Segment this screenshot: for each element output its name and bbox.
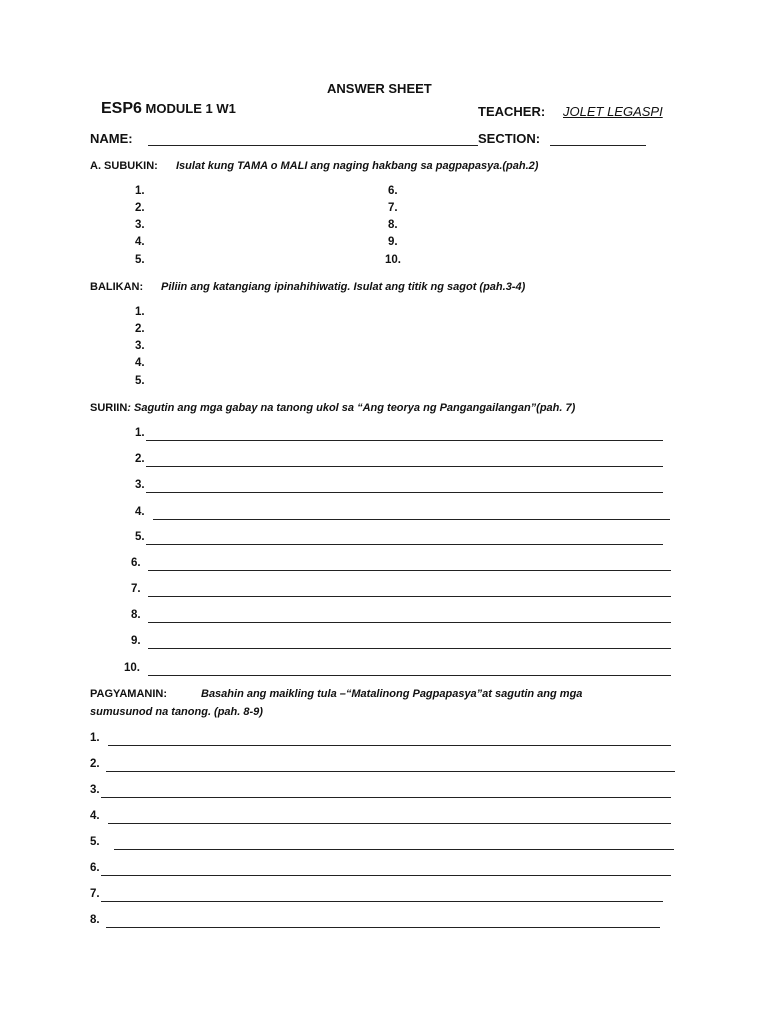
- suriin-answer-line-6[interactable]: [148, 570, 671, 571]
- subukin-item-9: 9.: [388, 236, 398, 248]
- subukin-item-1: 1.: [135, 185, 145, 197]
- balikan-item-5: 5.: [135, 375, 145, 387]
- suriin-label: [90, 402, 575, 414]
- suriin-answer-line-8[interactable]: [148, 622, 671, 623]
- pagyamanin-label: PAGYAMANIN:: [90, 688, 168, 700]
- subukin-item-7: 7.: [388, 202, 398, 214]
- balikan-item-4: 4.: [135, 357, 145, 369]
- pagyamanin-answer-line-2[interactable]: [106, 771, 675, 772]
- pagyamanin-item-8: 8.: [90, 914, 100, 926]
- section-label: [478, 131, 540, 146]
- subukin-label: A. SUBUKIN:: [90, 160, 158, 172]
- pagyamanin-item-5: 5.: [90, 836, 100, 848]
- suriin-answer-line-1[interactable]: [146, 440, 663, 441]
- pagyamanin-item-7: 7.: [90, 888, 100, 900]
- suriin-answer-line-9[interactable]: [148, 648, 671, 649]
- pagyamanin-answer-line-3[interactable]: [101, 797, 671, 798]
- pagyamanin-answer-line-7[interactable]: [101, 901, 663, 902]
- suriin-item-1: 1.: [135, 427, 145, 439]
- pagyamanin-answer-line-5[interactable]: [114, 849, 674, 850]
- pagyamanin-item-6: 6.: [90, 862, 100, 874]
- pagyamanin-instruction-2: sumusunod na tanong. (pah. 8-9): [90, 706, 263, 718]
- teacher-label: TEACHER:: [478, 104, 546, 119]
- suriin-item-2: 2.: [135, 453, 145, 465]
- suriin-answer-line-4[interactable]: [153, 519, 670, 520]
- module-label: MODULE 1 W1: [141, 101, 236, 116]
- subukin-instruction: Isulat kung TAMA o MALI ang naging hakbang sa pagpapasya.(pah.2): [176, 160, 539, 172]
- suriin-answer-line-10[interactable]: [148, 675, 671, 676]
- name-label: NAME:: [90, 131, 133, 146]
- suriin-answer-line-2[interactable]: [146, 466, 663, 467]
- subukin-item-8: 8.: [388, 219, 398, 231]
- pagyamanin-answer-line-4[interactable]: [108, 823, 671, 824]
- subject-label: [101, 100, 236, 118]
- suriin-item-9: 9.: [131, 635, 141, 647]
- suriin-item-3: 3.: [135, 479, 145, 491]
- balikan-item-1: 1.: [135, 306, 145, 318]
- suriin-item-4: 4.: [135, 506, 145, 518]
- balikan-item-3: 3.: [135, 340, 145, 352]
- suriin-item-7: 7.: [131, 583, 141, 595]
- suriin-item-10: 10.: [124, 662, 140, 674]
- subukin-item-2: 2.: [135, 202, 145, 214]
- suriin-item-6: 6.: [131, 557, 141, 569]
- subukin-item-6: 6.: [388, 185, 398, 197]
- suriin-answer-line-3[interactable]: [146, 492, 663, 493]
- pagyamanin-item-3: 3.: [90, 784, 100, 796]
- page-title: ANSWER SHEET: [327, 81, 432, 96]
- pagyamanin-answer-line-6[interactable]: [101, 875, 671, 876]
- teacher-name: JOLET LEGASPI: [563, 104, 663, 119]
- suriin-item-8: 8.: [131, 609, 141, 621]
- balikan-item-2: 2.: [135, 323, 145, 335]
- pagyamanin-item-4: 4.: [90, 810, 100, 822]
- pagyamanin-item-1: 1.: [90, 732, 100, 744]
- balikan-label: BALIKAN:: [90, 281, 144, 293]
- suriin-answer-line-5[interactable]: [146, 544, 663, 545]
- suriin-answer-line-7[interactable]: [148, 596, 671, 597]
- name-field[interactable]: [148, 145, 478, 146]
- section-field[interactable]: [550, 145, 646, 146]
- section-label-text: SECTION: [478, 131, 536, 146]
- section-colon: :: [535, 131, 541, 146]
- pagyamanin-answer-line-8[interactable]: [106, 927, 660, 928]
- pagyamanin-item-2: 2.: [90, 758, 100, 770]
- pagyamanin-answer-line-1[interactable]: [108, 745, 671, 746]
- subject-code: ESP6: [101, 100, 142, 117]
- balikan-instruction: Piliin ang katangiang ipinahihiwatig. Isulat ang titik ng sagot (pah.3-4): [161, 281, 526, 293]
- suriin-instruction: : Sagutin ang mga gabay na tanong ukol sa “Ang teorya ng Pangangailangan”(pah. 7): [127, 402, 576, 414]
- pagyamanin-instruction-1: Basahin ang maikling tula –“Matalinong Pagpapasya”at sagutin ang mga: [201, 688, 583, 700]
- subukin-item-5: 5.: [135, 254, 145, 266]
- suriin-label-text: SURIIN: [90, 402, 128, 414]
- subukin-item-10: 10.: [385, 254, 401, 266]
- suriin-item-5: 5.: [135, 531, 145, 543]
- subukin-item-4: 4.: [135, 236, 145, 248]
- subukin-item-3: 3.: [135, 219, 145, 231]
